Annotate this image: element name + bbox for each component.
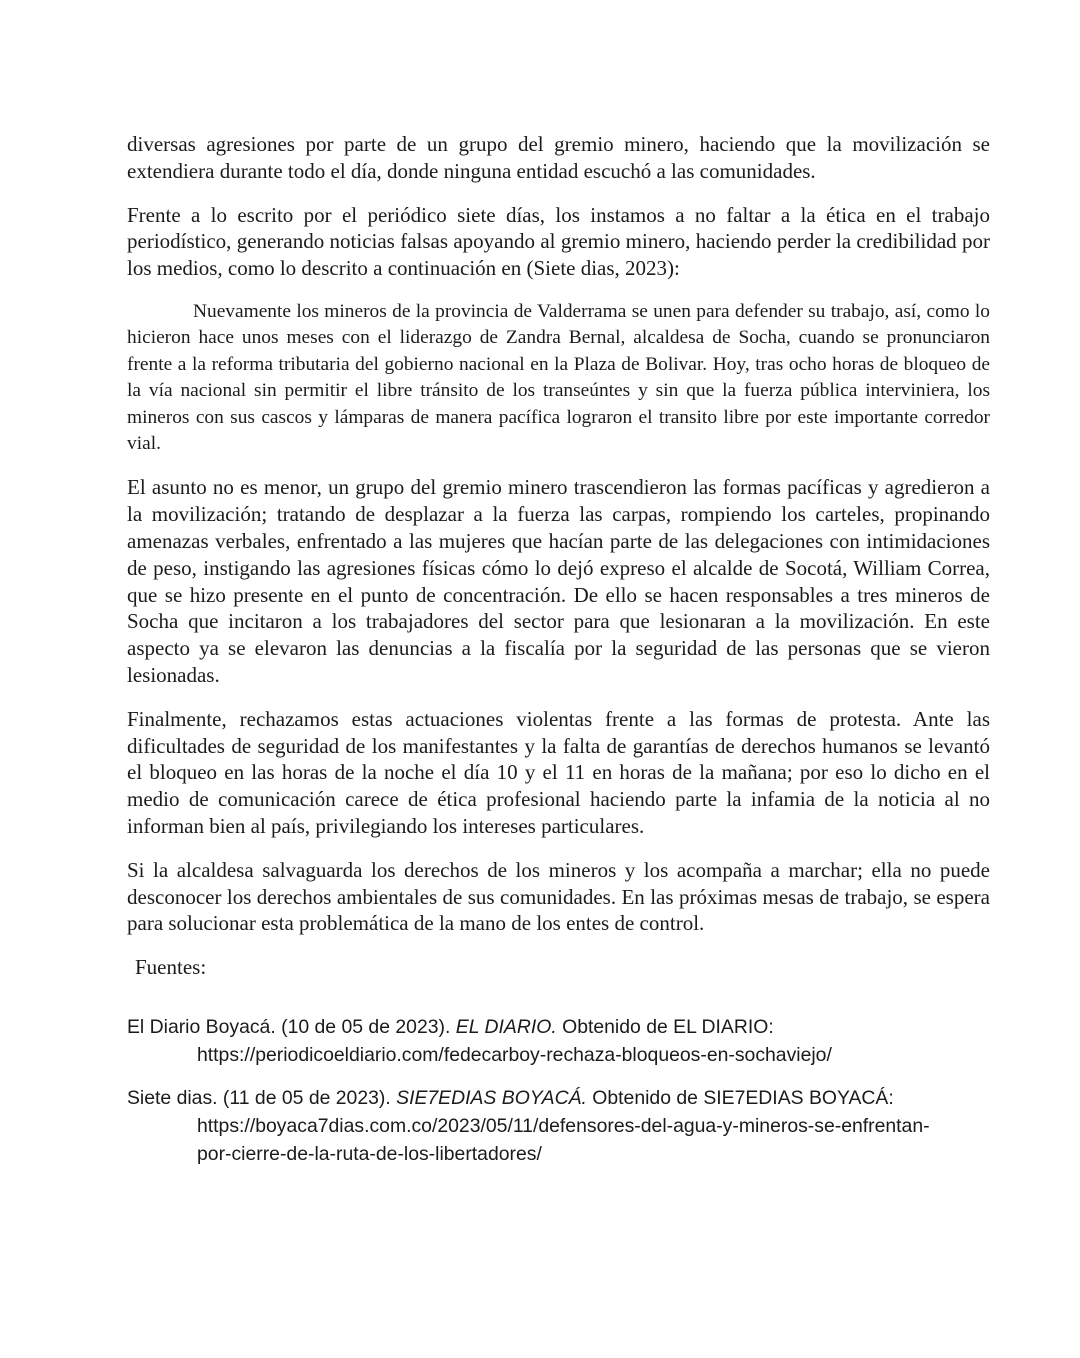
reference-url-line-2: por-cierre-de-la-ruta-de-los-libertadores/	[197, 1143, 542, 1166]
paragraph-si-la-alcaldesa: Si la alcaldesa salvaguarda los derechos de los mineros y los acompaña a marchar; ella no puede desconocer los derechos ambientales de sus comunidades. En las próximas mesas de trabajo, se espera para solucionar esta problemática de la mano de los entes de control.	[127, 857, 990, 936]
reference-citation	[127, 1013, 990, 1041]
citation-author-date: El Diario Boyacá. (10 de 05 de 2023).	[127, 1016, 456, 1039]
paragraph-continuation: diversas agresiones por parte de un grupo del gremio minero, haciendo que la movilización se extendiera durante todo el día, donde ninguna entidad escuchó a las comunidades.	[127, 132, 990, 183]
reference-citation	[127, 1084, 990, 1112]
reference-url-line-1: https://boyaca7dias.com.co/2023/05/11/defensores-del-agua-y-mineros-se-enfrentan-	[197, 1115, 930, 1138]
block-quote-siete-dias: Nuevamente los mineros de la provincia de Valderrama se unen para defender su trabajo, así, como lo hicieron hace unos meses con el liderazgo de Zandra Bernal, alcaldesa de Socha, cuando se pronunciaron frente a la reforma tributaria del gobierno nacional en la Plaza de Bolivar. Hoy, tras ocho horas de bloqueo de la vía nacional sin permitir el libre tránsito de los transeúntes y sin que la fuerza pública interviniera, los mineros con sus cascos y lámparas de manera pacífica lograron el transito libre por este importante corredor vial.	[127, 300, 990, 455]
reference-url: https://periodicoeldiario.com/fedecarboy-rechaza-bloqueos-en-sochaviejo/	[197, 1044, 832, 1067]
citation-retrieved-from: Obtenido de EL DIARIO:	[556, 1016, 774, 1039]
sources-heading: Fuentes:	[135, 955, 207, 980]
document-content	[127, 131, 990, 1183]
paragraph-finalmente: Finalmente, rechazamos estas actuaciones violentas frente a las formas de protesta. Ante las dificultades de seguridad de los manifestantes y la falta de garantías de derechos humanos se levantó el bloqueo en las horas de la noche el día 10 y el 11 en horas de la mañana; por eso lo dicho en el medio de comunicación carece de ética profesional haciendo parte la infamia de la noticia al no informan bien al país, privilegiando los intereses particulares.	[127, 706, 990, 838]
work-title: EL DIARIO.	[455, 1016, 557, 1039]
paragraph-el-asunto: El asunto no es menor, un grupo del gremio minero trascendieron las formas pacíficas y agredieron a la movilización; tratando de desplazar a la fuerza las carpas, rompiendo los carteles, propinando amenazas verbales, enfrentado a las mujeres que hacían parte de las delegaciones con intimidaciones de peso, instigando las agresiones físicas cómo lo dejó expreso el alcalde de Socotá, William Correa, que se hizo presente en el punto de concentración. De ello se hacen responsables a tres mineros de Socha que incitaron a los trabajadores del sector para que lesionaran a la movilización. En este aspecto ya se elevaron las denuncias a la fiscalía por la seguridad de las personas que se vieron lesionadas.	[127, 475, 990, 687]
reference-entry-el-diario	[127, 1013, 990, 1069]
citation-author-date: Siete dias. (11 de 05 de 2023).	[127, 1087, 397, 1110]
paragraph-frente-a-lo-escrito: Frente a lo escrito por el periódico siete días, los instamos a no faltar a la ética en el trabajo periodístico, generando noticias falsas apoyando al gremio minero, haciendo perder la credibilidad por los medios, como lo descrito a continuación en (Siete dias, 2023):	[127, 202, 990, 281]
citation-retrieved-from: Obtenido de SIE7EDIAS BOYACÁ:	[586, 1087, 894, 1110]
reference-entry-siete-dias	[127, 1084, 990, 1168]
work-title: SIE7EDIAS BOYACÁ.	[396, 1087, 587, 1110]
